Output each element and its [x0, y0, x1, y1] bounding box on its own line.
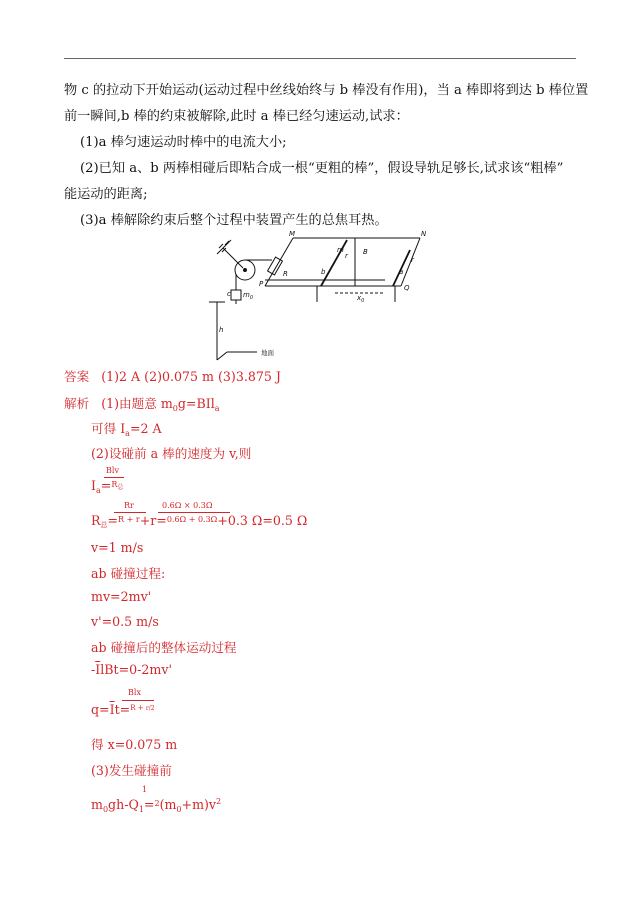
- analysis-line-13: 得 x=0.075 m: [91, 737, 178, 752]
- label-ground: 地面: [261, 349, 274, 357]
- frac-rr-num: Rr: [124, 501, 134, 510]
- analysis-line-14: (3)发生碰撞前: [91, 763, 172, 778]
- analysis-line-9: v'=0.5 m/s: [91, 614, 159, 629]
- ground-line: [217, 352, 227, 360]
- answer-text: (1)2 A (2)0.075 m (3)3.875 J: [101, 369, 281, 384]
- question-item-2: (2)已知 a、b 两棒相碰后即粘合成一根“更粗的棒”，假设导轨足够长,试求该“粗棒”: [80, 161, 564, 176]
- frac-bar-4: [122, 700, 154, 701]
- question-item-1: (1)a 棒匀速运动时棒中的电流大小;: [80, 135, 287, 150]
- question-item-3: (3)a 棒解除约束后整个过程中装置产生的总焦耳热。: [80, 213, 388, 228]
- answer-line: [64, 366, 281, 385]
- frac-half-num: 1: [142, 785, 148, 794]
- answer-label: 答案: [64, 369, 90, 384]
- label-m0: $m_0$: [243, 291, 254, 301]
- analysis-line-10: ab 碰撞后的整体运动过程: [91, 640, 237, 655]
- label-c: c: [227, 290, 231, 298]
- ceiling-line: [217, 240, 231, 254]
- analysis-line-6: v=1 m/s: [91, 540, 144, 555]
- analysis-line-5: R总=$^{R + r}$+r=$^{0.6\Omega + 0.3\Omega}$+0.3 Ω=0.5 Ω: [91, 513, 308, 529]
- label-a: a: [399, 268, 404, 276]
- label-P: P: [259, 280, 264, 288]
- analysis-line-7: ab 碰撞过程:: [91, 566, 166, 581]
- analysis-line-2: 可得 $I_a=2$ A: [91, 421, 162, 438]
- mass-c: [231, 290, 241, 300]
- analysis-line-3: (2)设碰前 a 棒的速度为 v,则: [91, 446, 252, 461]
- label-h: h: [219, 326, 224, 334]
- analysis-line-11: $-\overline{I}lBt=0-2mv'$: [91, 662, 172, 677]
- label-r-a: r: [411, 256, 414, 264]
- analysis-line-4: $I_a=^R$总: [91, 478, 124, 495]
- frac-numeric-num: 0.6Ω × 0.3Ω: [162, 501, 213, 510]
- label-M: M: [289, 230, 296, 238]
- question-line-2: 前一瞬间,b 棒的约束被解除,此时 a 棒已经匀速运动,试求：: [64, 109, 409, 124]
- label-R: R: [283, 270, 288, 278]
- label-b: b: [321, 268, 326, 276]
- support-rod: [223, 248, 243, 268]
- label-N: N: [421, 230, 427, 238]
- question-item-2-cont: 能运动的距离;: [64, 187, 148, 202]
- analysis-line-1: 解析 (1)由题意 $m_0g=BIl_a$: [64, 396, 220, 413]
- physics-figure: [205, 228, 435, 370]
- label-B: B: [363, 248, 368, 256]
- frac-blv-num: Blv: [106, 466, 119, 475]
- analysis-line-8: mv=2mv': [91, 589, 152, 604]
- frac-blx-num: Blx: [128, 688, 141, 697]
- label-Q: Q: [404, 284, 410, 292]
- analysis-line-12: $q=\overline{I}t=^{R +}$ $^{r/2}$: [91, 702, 155, 717]
- label-x0: $x_0$: [357, 294, 365, 304]
- label-m: m: [337, 246, 344, 254]
- question-line-1: 物 c 的拉动下开始运动(运动过程中丝线始终与 b 棒没有作用)，当 a 棒即将到达 b 棒位置: [64, 83, 589, 98]
- header-rule: [64, 58, 576, 59]
- analysis-label: 解析: [64, 396, 90, 411]
- label-r-b: r: [345, 252, 348, 260]
- analysis-line-15: $m_0gh-Q_1=^2(m_0+m)v^2$: [91, 797, 222, 814]
